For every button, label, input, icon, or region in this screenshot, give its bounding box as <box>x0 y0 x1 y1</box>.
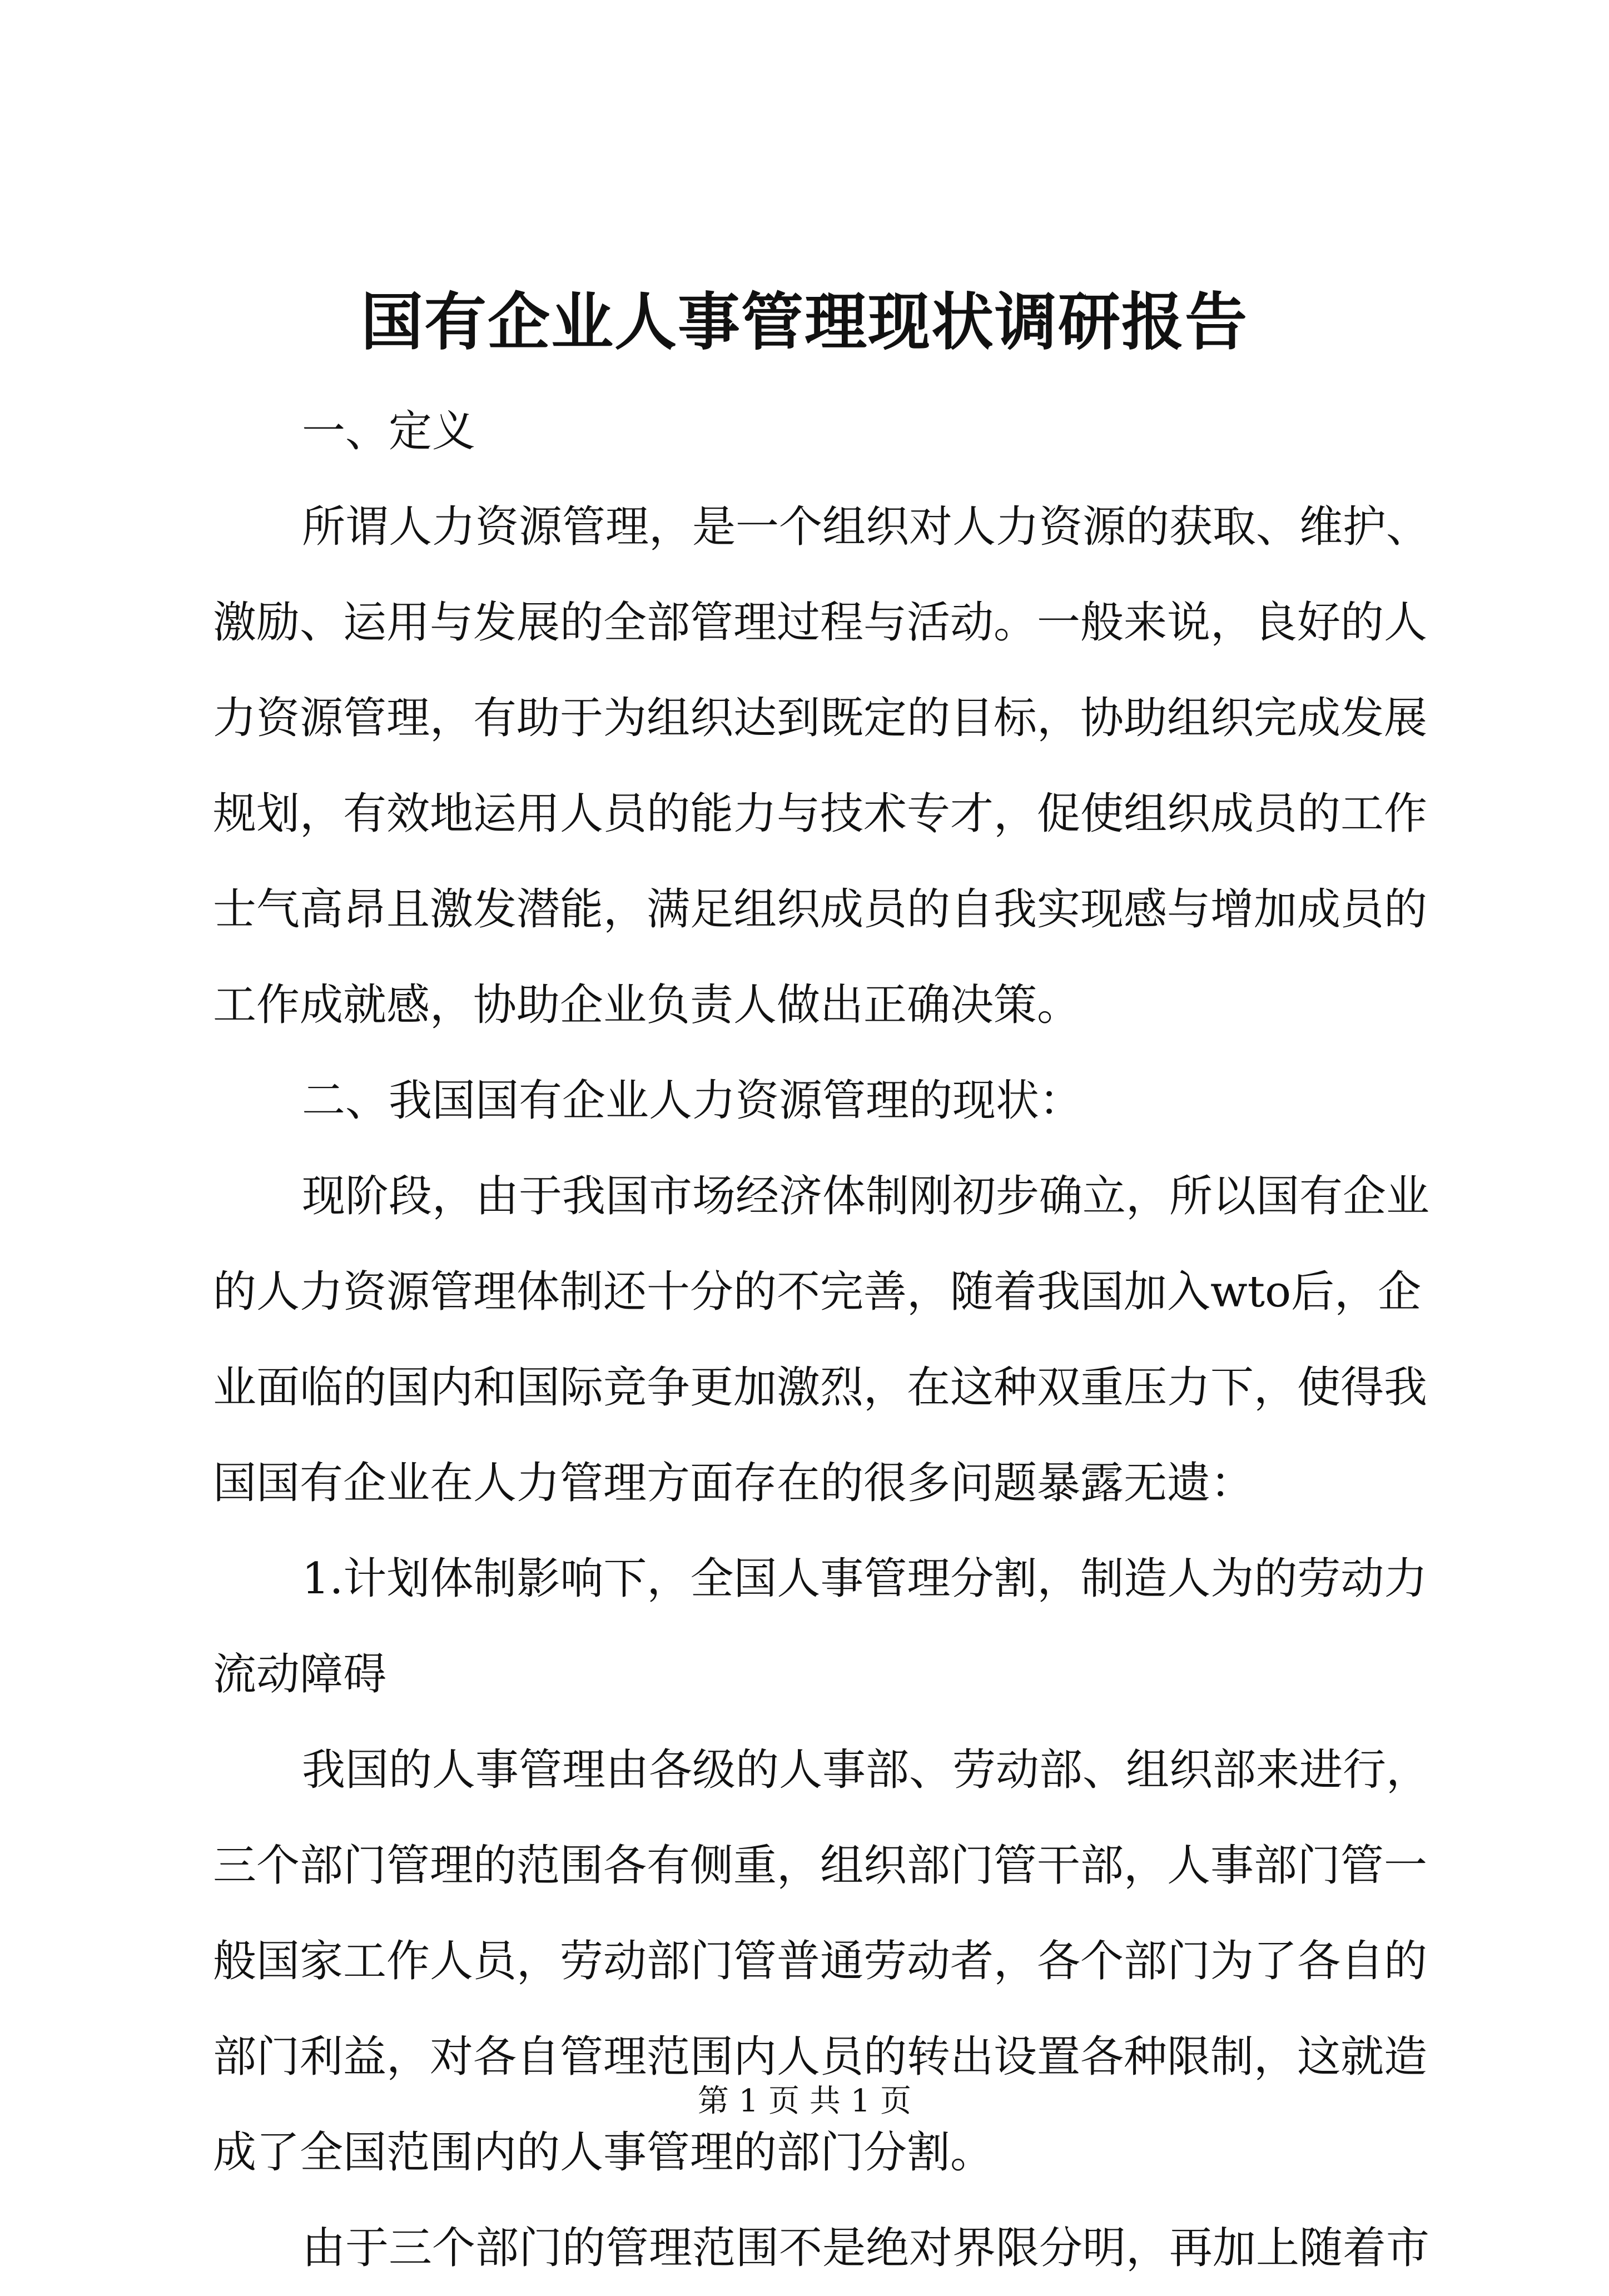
body-line: 激励、运用与发展的全部管理过程与活动。一般来说，良好的人 <box>213 598 1428 648</box>
body-line: 国国有企业在人力管理方面存在的很多问题暴露无遗： <box>213 1458 1254 1508</box>
body-line: 三个部门管理的范围各有侧重，组织部门管干部，人事部门管一 <box>213 1841 1428 1891</box>
body-line: 力资源管理，有助于为组织达到既定的目标，协助组织完成发展 <box>213 693 1428 743</box>
body-line: 现阶段，由于我国市场经济体制刚初步确立，所以国有企业 <box>302 1171 1430 1221</box>
body-line: 般国家工作人员，劳动部门管普通劳动者，各个部门为了各自的 <box>213 1936 1428 1986</box>
body-line: 士气高昂且激发潜能，满足组织成员的自我实现感与增加成员的 <box>213 884 1428 935</box>
body-line: 部门利益，对各自管理范围内人员的转出设置各种限制，这就造 <box>213 2032 1428 2082</box>
body-line: 由于三个部门的管理范围不是绝对界限分明，再加上随着市 <box>302 2223 1430 2273</box>
body-line: 我国的人事管理由各级的人事部、劳动部、组织部来进行， <box>302 1745 1430 1795</box>
body-line: 成了全国范围内的人事管理的部门分割。 <box>213 2128 994 2178</box>
body-line: 1.计划体制影响下，全国人事管理分割，制造人为的劳动力 <box>302 1554 1428 1604</box>
body-line: 的人力资源管理体制还十分的不完善，随着我国加入wto后，企 <box>213 1267 1422 1317</box>
body-line: 一、定义 <box>302 406 476 456</box>
body-line: 二、我国国有企业人力资源管理的现状： <box>302 1076 1083 1126</box>
body-line: 所谓人力资源管理，是一个组织对人力资源的获取、维护、 <box>302 502 1430 552</box>
body-line: 规划，有效地运用人员的能力与技术专才，促使组织成员的工作 <box>213 789 1428 839</box>
body-line: 工作成就感，协助企业负责人做出正确决策。 <box>213 980 1081 1030</box>
document-body <box>213 384 1430 2296</box>
page-footer: 第 1 页 共 1 页 <box>697 2083 912 2119</box>
body-line: 流动障碍 <box>213 1649 387 1699</box>
document-title: 国有企业人事管理现状调研报告 <box>361 286 1248 359</box>
body-line: 业面临的国内和国际竞争更加激烈，在这种双重压力下，使得我 <box>213 1363 1428 1413</box>
